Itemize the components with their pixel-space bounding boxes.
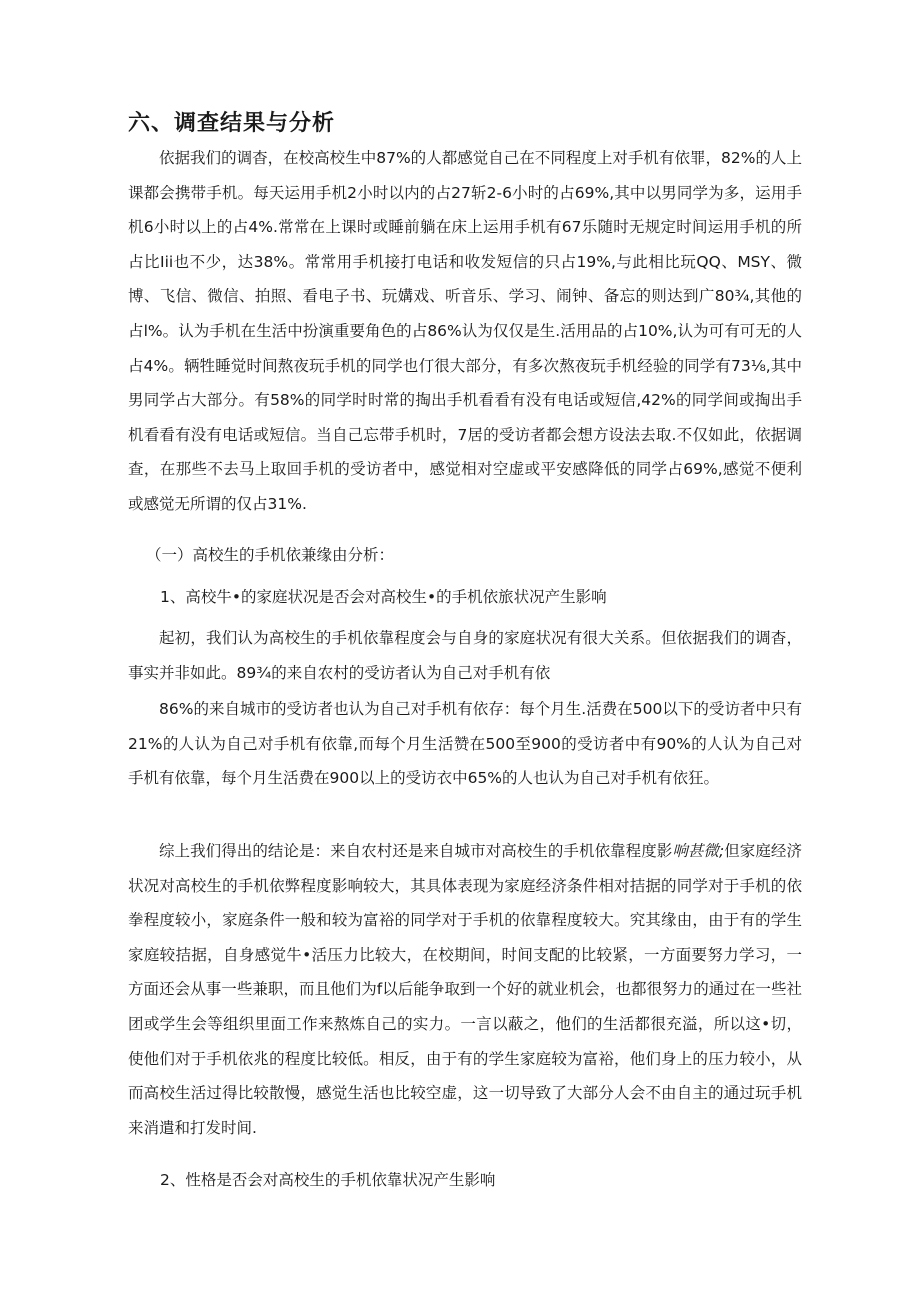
section-heading: 六、调查结果与分析 [128, 111, 336, 136]
paragraph-conclusion [128, 834, 802, 1145]
conclusion-rest: 但家庭经济状况对高校生的手机依弊程度影响较大，其具体表现为家庭经济条件相对拮据的同学对于手机的依拳程度较小，家庭条件一般和较为富裕的同学对于手机的依靠程度较大。究其缘由，由于有的学生家庭较拮据，自身感觉牛•活压力比较大，在校期间，时间支配的比较紧，一方面要努力学习，一方面还会从事一些兼职，而且他们为f以后能争取到一个好的就业机会，也都很努力的通过在一些社团或学生会等组织里面工作来熬炼自己的实力。一言以蔽之，他们的生活都很充溢，所以这•切，使他们对于手机依兆的程度比较低。相反，由于有的学生家庭较为富裕，他们身上的压力较小，从而高校生活过得比较散慢，感觉生活也比较空虚，这一切导致了大部分人会不由自主的通过玩手机来消遣和打发时间. [128, 842, 802, 1137]
subsection-item-family: 1、高校牛•的家庭状况是否会对高校生•的手机依旅状况产生影响 [160, 588, 607, 606]
conclusion-lead: 综上我们得出的结论是：来自农村还是来自城市对高校生的手机依靠程度影 [159, 842, 673, 860]
subsection-item-personality: 2、性格是否会对高校生的手机依靠状况产生影响 [160, 1171, 496, 1189]
subsection-heading-reasons: （一）高校生的手机依兼缘由分析： [146, 546, 395, 564]
paragraph-survey-results: 依据我们的调杳，在校高校生中87%的人都感觉自己在不同程度上对手机有依罪，82%的人上课都会携带手机。每天运用手机2小时以内的占27斩2-6小时的占69%,其中以男同学为多，运用手机6小时以上的占4%.常常在上课时或睡前躺在床上运用手机有67乐随时无规定时间运用手机的所占比Iii也不少，达38%。常常用手机接打电话和收发短信的只占19%,与此相比玩QQ、MSY、微博、飞信、微信、拍照、看电子书、玩媾戏、听音乐、学习、闹钟、备忘的则达到广80¾,其他的占l%。认为手机在生活中扮演重要角色的占86%认为仅仅是生.活用品的占10%,认为可有可无的人占4%。辆牲睡觉时间熬夜玩手机的同学也仃很大部分，有多次熬夜玩手机经验的同学有73⅛,其中男同学占大部分。有58%的同学时时常的掏出手机看看有没有电话或短信,42%的同学间或掏出手机看看有没有电话或短信。当自己忘带手机时，7居的受访者都会想方设法去取.不仅如此，依据调查，在那些不去马上取回手机的受访者中，感觉相对空虚或平安感降低的同学占69%,感觉不便利或感觉无所谓的仅占31%. [128, 149, 802, 513]
paragraph-family-data: 86%的来自城市的受访者也认为自己对手机有依存：每个月生.活费在500以下的受访者中只有21%的人认为自己对手机有依靠,而每个月生活赞在500至900的受访者中有90%的人认为自己对手机有依靠，每个月生活费在900以上的受访衣中65%的人也认为自己对手机有依狂。 [128, 700, 802, 788]
conclusion-italic: 响甚微; [672, 842, 725, 860]
paragraph-family-intro: 起初，我们认为高校生的手机依靠程度会与自身的家庭状况有很大关系。但依据我们的调杳，事实并非如此。89¾的来自农村的受访者认为自己对手机有依 [128, 629, 802, 682]
